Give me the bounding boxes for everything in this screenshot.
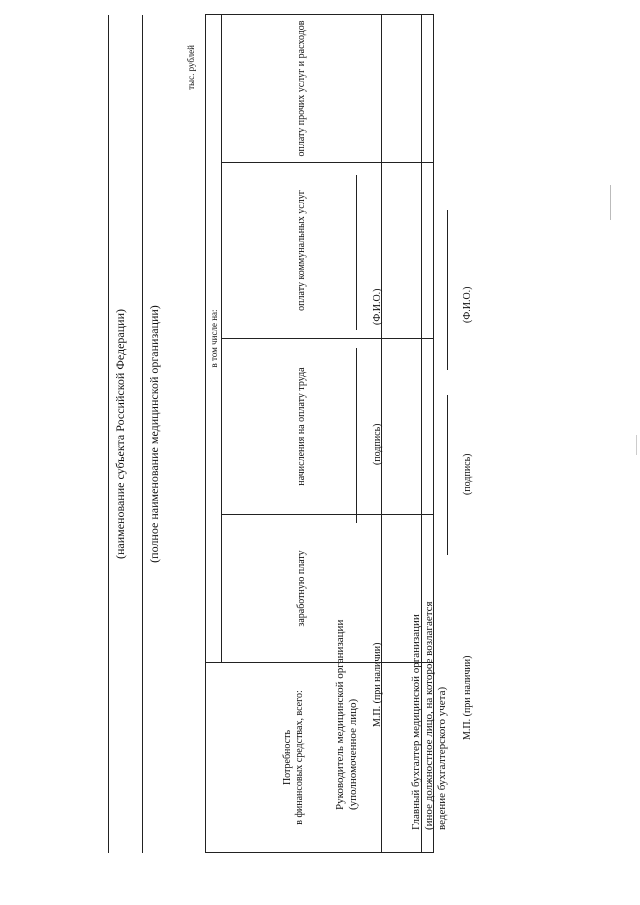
need-header-line1: Потребность bbox=[281, 729, 293, 786]
head-line1: Руководитель медицинской организации bbox=[334, 619, 346, 810]
head-stamp: М.П. (при наличии) bbox=[372, 642, 383, 727]
region-name-line bbox=[108, 15, 109, 853]
scan-edge-mark-2 bbox=[636, 435, 637, 455]
head-name-caption: (Ф.И.О.) bbox=[372, 288, 383, 325]
accountant-signature-line bbox=[447, 395, 448, 555]
cell-payroll-charges-2 bbox=[422, 339, 434, 515]
org-name-line bbox=[142, 15, 143, 853]
units-label: тыс. рублей bbox=[186, 45, 196, 90]
including-header: в том числе на: bbox=[206, 14, 222, 662]
col-other-services-header: оплату прочих услуг и расходов bbox=[222, 14, 382, 162]
accountant-signature-caption: (подпись) bbox=[462, 453, 473, 495]
financial-needs-table bbox=[205, 14, 434, 853]
accountant-line3: ведение бухгалтерского учета) bbox=[436, 686, 448, 830]
col-utilities-header: оплату коммунальных услуг bbox=[222, 163, 382, 339]
accountant-title bbox=[410, 601, 449, 830]
cell-utilities-2 bbox=[422, 163, 434, 339]
accountant-name-line bbox=[447, 210, 448, 370]
head-name-line bbox=[356, 175, 357, 330]
need-header-line2: в финансовых средствах, всего: bbox=[293, 690, 305, 825]
cell-other-services bbox=[382, 14, 422, 162]
col-payroll-charges-header: начисления на оплату труда bbox=[222, 339, 382, 515]
scan-edge-mark bbox=[610, 185, 611, 220]
accountant-line2: (иное должностное лицо, на которое возлагается bbox=[423, 601, 435, 830]
col-salary-header: заработную плату bbox=[222, 515, 382, 663]
org-name-caption: (полное наименование медицинской организации) bbox=[147, 305, 161, 563]
cell-payroll-charges bbox=[382, 339, 422, 515]
head-line2: (уполномоченное лицо) bbox=[347, 698, 359, 810]
accountant-line1: Главный бухгалтер медицинской организации bbox=[410, 614, 422, 830]
accountant-name-caption: (Ф.И.О.) bbox=[462, 286, 473, 323]
cell-utilities bbox=[382, 163, 422, 339]
cell-other-services-2 bbox=[422, 14, 434, 162]
accountant-stamp: М.П. (при наличии) bbox=[462, 655, 473, 740]
head-signature-caption: (подпись) bbox=[372, 423, 383, 465]
head-title bbox=[334, 620, 360, 810]
region-name-caption: (наименование субъекта Российской Федерации) bbox=[113, 308, 127, 560]
head-signature-line bbox=[356, 348, 357, 523]
